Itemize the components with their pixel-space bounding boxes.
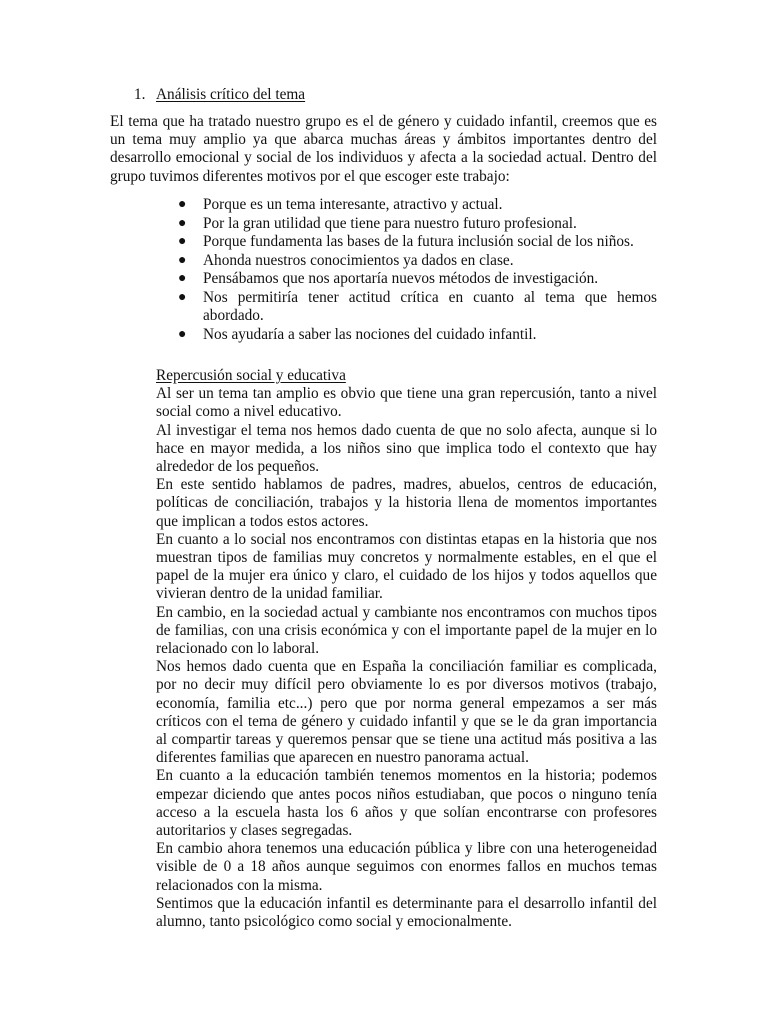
list-item-text: Porque es un tema interesante, atractivo y actual. — [203, 196, 503, 213]
bullet-icon: ● — [178, 289, 187, 305]
list-item — [178, 270, 657, 289]
list-item — [178, 196, 657, 215]
motives-list — [178, 196, 657, 344]
body-paragraph: Nos hemos dado cuenta que en España la conciliación familiar es complicada, por no decir muy difícil pero obviamente lo es por diversos motivos (trabajo, economía, familia etc...) pero que por norma general empezamos a ser más críticos con el tema de género y cuidado infantil y que se le da gran importancia al compartir tareas y queremos pensar que se tiene una actitud más positiva a las diferentes familias que aparecen en nuestro panorama actual. — [156, 658, 657, 767]
list-item-text: Nos permitiría tener actitud crítica en cuanto al tema que hemos abordado. — [203, 288, 657, 324]
list-item — [178, 252, 657, 271]
body-paragraph: Al ser un tema tan amplio es obvio que tiene una gran repercusión, tanto a nivel social como a nivel educativo. — [156, 385, 657, 421]
bullet-icon: ● — [178, 252, 187, 268]
bullet-icon: ● — [178, 197, 187, 212]
list-item-text: Ahonda nuestros conocimientos ya dados en clase. — [203, 251, 514, 269]
bullet-icon: ● — [178, 326, 187, 342]
body-paragraph: En cuanto a la educación también tenemos momentos en la historia; podemos empezar diciendo que antes pocos niños estudiaban, que pocos o ninguno tenía acceso a la escuela hasta los 6 años y que solían encontrarse con profesores autoritarios y clases segregadas. — [156, 767, 657, 840]
list-item — [178, 215, 657, 234]
body-paragraph: En este sentido hablamos de padres, madres, abuelos, centros de educación, políticas de conciliación, trabajos y la historia llena de momentos importantes que implican a todos estos actores. — [156, 476, 657, 530]
section-subtitle: Repercusión social y educativa — [156, 367, 346, 384]
list-item-text: Pensábamos que nos aportaría nuevos métodos de investigación. — [203, 270, 599, 287]
list-item — [178, 233, 657, 252]
heading-title: Análisis crítico del tema — [156, 86, 306, 103]
list-item-text: Nos ayudaría a saber las nociones del cuidado infantil. — [203, 325, 537, 343]
section-heading — [134, 86, 305, 104]
list-item — [178, 326, 657, 345]
repercussion-section — [156, 367, 657, 931]
heading-number: 1. — [134, 86, 146, 103]
body-paragraph: Al investigar el tema nos hemos dado cuenta de que no solo afecta, aunque si lo hace en mayor medida, a los niños sino que implica todo el contexto que hay alrededor de los pequeños. — [156, 421, 657, 476]
list-item — [178, 289, 657, 326]
body-paragraph: En cambio ahora tenemos una educación pública y libre con una heterogeneidad visible de 0 a 18 años aunque seguimos con enormes fallos en muchos temas relacionados con la misma. — [156, 840, 657, 894]
list-item-text: Por la gran utilidad que tiene para nuestro futuro profesional. — [203, 214, 577, 232]
bullet-icon: ● — [178, 215, 187, 231]
body-paragraph: En cambio, en la sociedad actual y cambiante nos encontramos con muchos tipos de familias, con una crisis económica y con el importante papel de la mujer en lo relacionado con lo laboral. — [156, 603, 657, 658]
bullet-icon: ● — [178, 271, 187, 286]
bullet-icon: ● — [178, 234, 187, 249]
body-paragraph: En cuanto a lo social nos encontramos con distintas etapas en la historia que nos muestran tipos de familias muy concretos y normalmente estables, en el que el papel de la mujer era único y claro, el cuidado de los hijos y todos aquellos que vivieran dentro de la unidad familiar. — [156, 530, 657, 603]
body-paragraph: Sentimos que la educación infantil es determinante para el desarrollo infantil del alumno, tanto psicológico como social y emocionalmente. — [156, 894, 657, 931]
intro-paragraph: El tema que ha tratado nuestro grupo es el de género y cuidado infantil, creemos que es un tema muy amplio ya que abarca muchas áreas y ámbitos importantes dentro del desarrollo emocional y social de los individuos y afecta a la sociedad actual. Dentro del grupo tuvimos diferentes motivos por el que escoger este trabajo: — [110, 113, 657, 185]
list-item-text: Porque fundamenta las bases de la futura inclusión social de los niños. — [203, 233, 634, 250]
